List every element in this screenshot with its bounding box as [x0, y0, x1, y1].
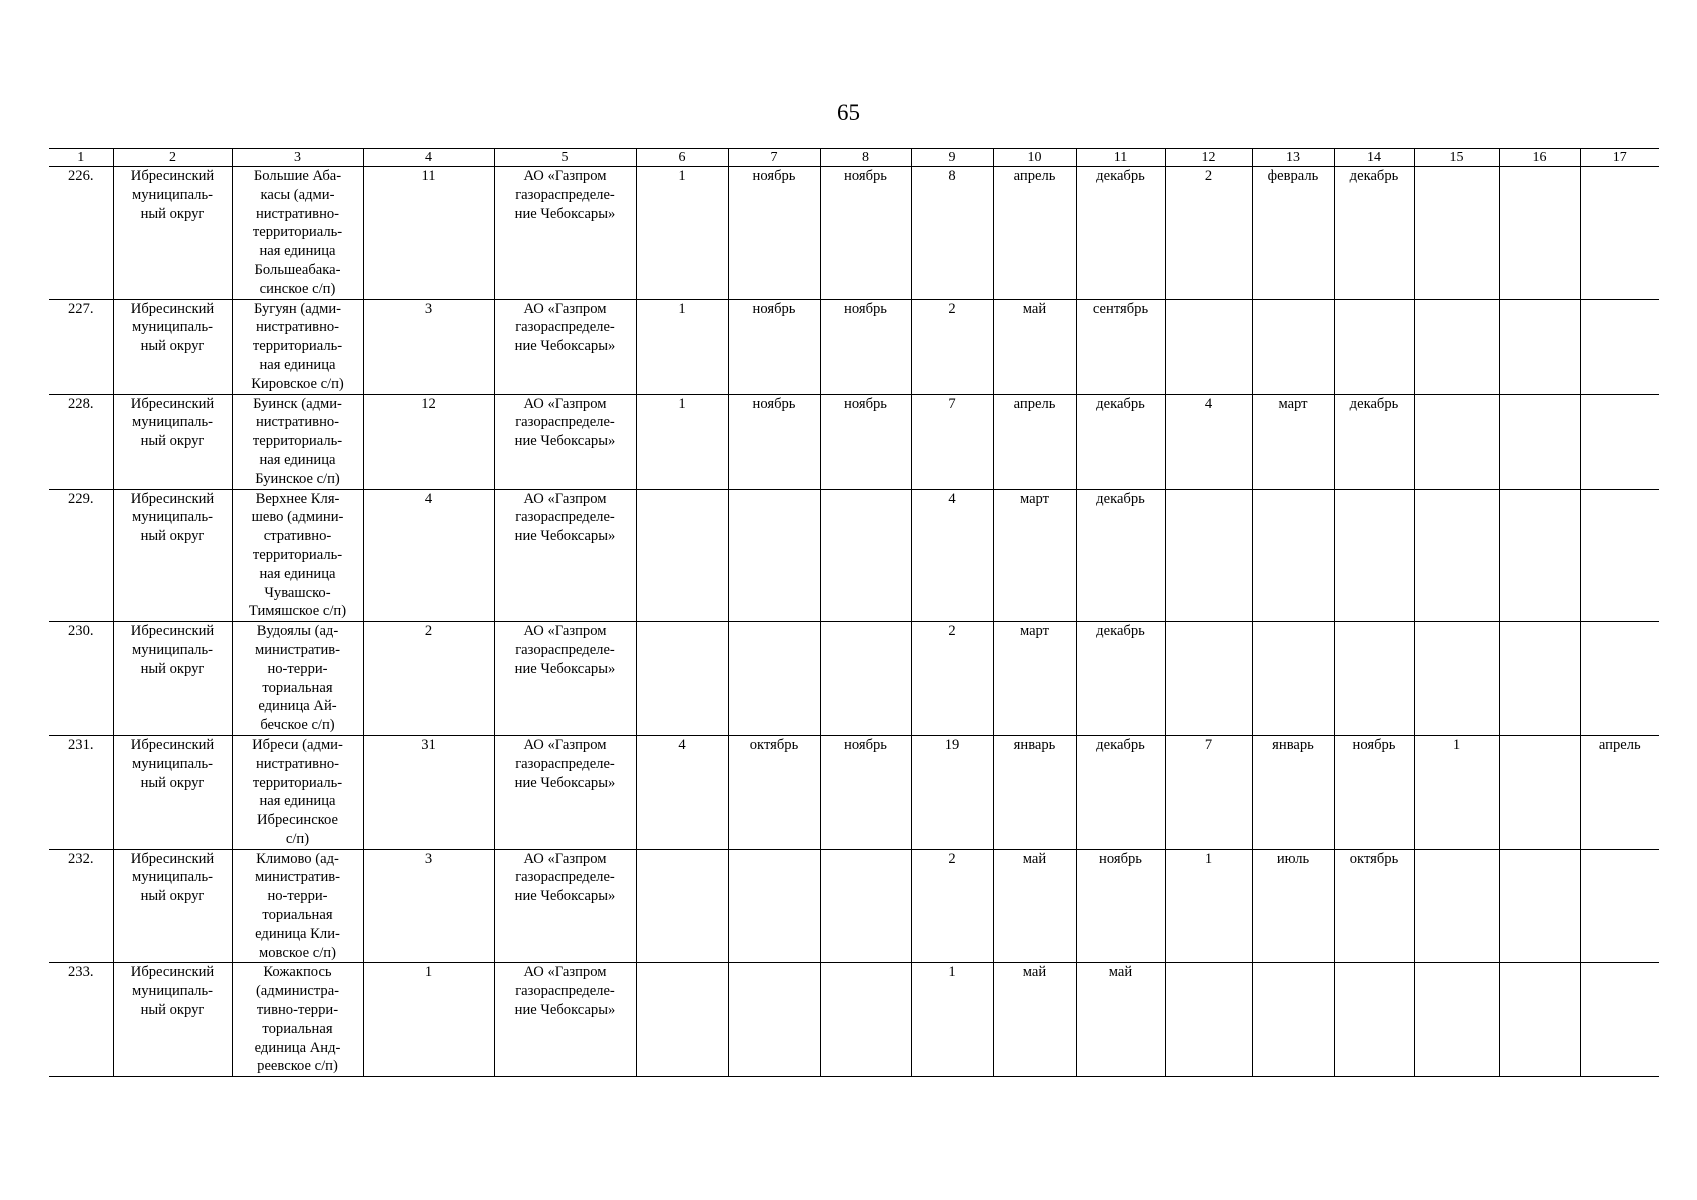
- cell-total: 3: [363, 299, 494, 394]
- cell-c16: [1499, 394, 1580, 489]
- table-row: [49, 299, 1659, 394]
- column-header-10: 10: [993, 149, 1076, 167]
- organization-cell: [494, 489, 636, 622]
- row-number: 227.: [49, 299, 113, 394]
- settlement-cell-line: территориаль-: [252, 433, 343, 450]
- cell-c12: [1165, 489, 1252, 622]
- cell-c14: октябрь: [1334, 849, 1414, 963]
- organization-cell-line: ние Чебоксары»: [514, 433, 616, 450]
- cell-c14: [1334, 489, 1414, 622]
- cell-c7: ноябрь: [728, 167, 820, 300]
- settlement-cell-line: ная единица: [259, 565, 336, 582]
- cell-c7: ноябрь: [728, 299, 820, 394]
- settlement-cell-line: реевское с/п): [257, 1058, 338, 1075]
- cell-c12: [1165, 299, 1252, 394]
- column-header-6: 6: [636, 149, 728, 167]
- settlement-cell-line: министратив-: [254, 869, 341, 886]
- district-cell-line: муниципаль-: [132, 755, 213, 772]
- cell-c10: май: [993, 963, 1076, 1077]
- organization-cell: [494, 849, 636, 963]
- organization-cell-line: ние Чебоксары»: [514, 1002, 616, 1019]
- district-cell: [113, 299, 232, 394]
- settlement-cell-line: министратив-: [254, 641, 341, 658]
- cell-c13: июль: [1252, 849, 1334, 963]
- table-row: [49, 622, 1659, 736]
- organization-cell-line: АО «Газпром: [523, 850, 607, 867]
- settlement-cell: [232, 622, 363, 736]
- page-number: 65: [837, 100, 860, 125]
- cell-c15: [1414, 963, 1499, 1077]
- settlement-cell-line: Ибреси (адми-: [252, 736, 343, 753]
- cell-c15: [1414, 394, 1499, 489]
- cell-c12: [1165, 963, 1252, 1077]
- organization-cell-line: газораспределе-: [515, 755, 615, 772]
- cell-total: 12: [363, 394, 494, 489]
- cell-c14: [1334, 963, 1414, 1077]
- organization-cell-line: АО «Газпром: [523, 395, 607, 412]
- settlement-cell-line: Буинское с/п): [255, 470, 340, 487]
- district-cell-line: ный округ: [140, 888, 205, 905]
- column-header-3: 3: [232, 149, 363, 167]
- cell-c10: апрель: [993, 394, 1076, 489]
- table-row: [49, 735, 1659, 849]
- cell-c9: 4: [911, 489, 993, 622]
- organization-cell-line: ние Чебоксары»: [514, 338, 616, 355]
- settlement-cell-line: касы (адми-: [260, 186, 335, 203]
- settlement-cell-line: синское с/п): [259, 280, 336, 297]
- data-table: [49, 148, 1659, 1077]
- cell-c7: [728, 849, 820, 963]
- cell-c12: 1: [1165, 849, 1252, 963]
- cell-c12: [1165, 622, 1252, 736]
- cell-c10: апрель: [993, 167, 1076, 300]
- district-cell-line: муниципаль-: [132, 509, 213, 526]
- column-header-1: 1: [49, 149, 113, 167]
- cell-total: 11: [363, 167, 494, 300]
- settlement-cell-line: Тимяшское с/п): [248, 603, 347, 620]
- row-number: 226.: [49, 167, 113, 300]
- cell-c16: [1499, 735, 1580, 849]
- settlement-cell-line: ная единица: [259, 243, 336, 260]
- cell-c8: [820, 622, 911, 736]
- column-header-14: 14: [1334, 149, 1414, 167]
- district-cell: [113, 963, 232, 1077]
- organization-cell: [494, 963, 636, 1077]
- cell-c14: ноябрь: [1334, 735, 1414, 849]
- cell-total: 1: [363, 963, 494, 1077]
- settlement-cell-line: (администра-: [255, 983, 340, 1000]
- cell-c13: [1252, 299, 1334, 394]
- district-cell: [113, 489, 232, 622]
- settlement-cell-line: мовское с/п): [259, 944, 336, 961]
- cell-c9: 19: [911, 735, 993, 849]
- cell-c7: октябрь: [728, 735, 820, 849]
- organization-cell-line: газораспределе-: [515, 869, 615, 886]
- cell-c16: [1499, 167, 1580, 300]
- cell-c9: 2: [911, 849, 993, 963]
- cell-c11: май: [1076, 963, 1165, 1077]
- district-cell: [113, 167, 232, 300]
- cell-c17: [1580, 963, 1659, 1077]
- district-cell-line: ный округ: [140, 1002, 205, 1019]
- cell-c8: ноябрь: [820, 394, 911, 489]
- organization-cell-line: АО «Газпром: [523, 490, 607, 507]
- row-number: 233.: [49, 963, 113, 1077]
- cell-c11: декабрь: [1076, 394, 1165, 489]
- cell-c16: [1499, 299, 1580, 394]
- cell-c13: март: [1252, 394, 1334, 489]
- district-cell-line: Ибресинский: [130, 300, 215, 317]
- cell-c6: [636, 849, 728, 963]
- organization-cell-line: АО «Газпром: [523, 168, 607, 184]
- cell-c17: [1580, 849, 1659, 963]
- table-body: [49, 167, 1659, 1077]
- cell-c9: 1: [911, 963, 993, 1077]
- cell-c8: [820, 489, 911, 622]
- settlement-cell-line: шево (админи-: [251, 509, 344, 526]
- settlement-cell-line: ная единица: [259, 356, 336, 373]
- cell-c10: январь: [993, 735, 1076, 849]
- district-cell-line: Ибресинский: [130, 490, 215, 507]
- column-header-16: 16: [1499, 149, 1580, 167]
- settlement-cell-line: ная единица: [259, 793, 336, 810]
- table-row: [49, 963, 1659, 1077]
- settlement-cell: [232, 394, 363, 489]
- organization-cell-line: ние Чебоксары»: [514, 774, 616, 791]
- settlement-cell-line: стративно-: [263, 528, 332, 545]
- cell-c14: [1334, 299, 1414, 394]
- settlement-cell-line: территориаль-: [252, 774, 343, 791]
- settlement-cell-line: Климово (ад-: [256, 850, 339, 867]
- cell-total: 3: [363, 849, 494, 963]
- organization-cell-line: ние Чебоксары»: [514, 888, 616, 905]
- column-header-15: 15: [1414, 149, 1499, 167]
- district-cell-line: муниципаль-: [132, 319, 213, 336]
- district-cell-line: муниципаль-: [132, 869, 213, 886]
- column-header-5: 5: [494, 149, 636, 167]
- column-header-9: 9: [911, 149, 993, 167]
- district-cell-line: муниципаль-: [132, 186, 213, 203]
- cell-c6: [636, 489, 728, 622]
- cell-c13: [1252, 489, 1334, 622]
- cell-c13: [1252, 622, 1334, 736]
- district-cell: [113, 622, 232, 736]
- cell-c6: [636, 963, 728, 1077]
- district-cell-line: ный округ: [140, 660, 205, 677]
- column-header-13: 13: [1252, 149, 1334, 167]
- settlement-cell-line: Буинск (адми-: [253, 395, 342, 412]
- settlement-cell-line: Кожакпось: [263, 964, 332, 981]
- table-row: [49, 394, 1659, 489]
- cell-c11: декабрь: [1076, 489, 1165, 622]
- settlement-cell-line: Кировское с/п): [251, 375, 344, 392]
- district-cell-line: ный округ: [140, 205, 205, 222]
- table-row: [49, 167, 1659, 300]
- organization-cell: [494, 394, 636, 489]
- cell-c6: 1: [636, 299, 728, 394]
- cell-c16: [1499, 849, 1580, 963]
- organization-cell-line: АО «Газпром: [523, 736, 607, 753]
- row-number: 231.: [49, 735, 113, 849]
- organization-cell-line: ние Чебоксары»: [514, 528, 616, 545]
- district-cell: [113, 849, 232, 963]
- cell-c9: 8: [911, 167, 993, 300]
- settlement-cell: [232, 849, 363, 963]
- settlement-cell-line: нистративно-: [255, 205, 340, 222]
- settlement-cell-line: Большеабака-: [254, 261, 341, 278]
- organization-cell: [494, 299, 636, 394]
- settlement-cell: [232, 489, 363, 622]
- cell-c13: февраль: [1252, 167, 1334, 300]
- district-cell-line: муниципаль-: [132, 641, 213, 658]
- cell-c14: декабрь: [1334, 394, 1414, 489]
- cell-total: 4: [363, 489, 494, 622]
- cell-c9: 2: [911, 622, 993, 736]
- column-header-11: 11: [1076, 149, 1165, 167]
- cell-c12: 4: [1165, 394, 1252, 489]
- cell-c11: ноябрь: [1076, 849, 1165, 963]
- organization-cell-line: ние Чебоксары»: [514, 660, 616, 677]
- cell-total: 31: [363, 735, 494, 849]
- cell-c17: апрель: [1580, 735, 1659, 849]
- settlement-cell-line: но-терри-: [267, 660, 328, 677]
- cell-c6: 4: [636, 735, 728, 849]
- cell-c10: май: [993, 849, 1076, 963]
- settlement-cell-line: Вудоялы (ад-: [256, 623, 339, 640]
- district-cell-line: Ибресинский: [130, 964, 215, 981]
- district-cell-line: ный округ: [140, 433, 205, 450]
- cell-c15: [1414, 299, 1499, 394]
- settlement-cell-line: бечское с/п): [260, 717, 335, 734]
- column-header-12: 12: [1165, 149, 1252, 167]
- organization-cell-line: ние Чебоксары»: [514, 205, 616, 222]
- column-header-2: 2: [113, 149, 232, 167]
- cell-c17: [1580, 622, 1659, 736]
- cell-c10: март: [993, 489, 1076, 622]
- settlement-cell-line: территориаль-: [252, 224, 343, 241]
- cell-c17: [1580, 299, 1659, 394]
- cell-c6: 1: [636, 394, 728, 489]
- district-cell-line: ный округ: [140, 338, 205, 355]
- settlement-cell-line: Верхнее Кля-: [255, 490, 340, 507]
- settlement-cell-line: единица Кли-: [255, 925, 340, 942]
- settlement-cell-line: Ибресинское: [257, 812, 338, 829]
- cell-c15: [1414, 849, 1499, 963]
- table-row: [49, 849, 1659, 963]
- cell-c9: 2: [911, 299, 993, 394]
- table-row: [49, 489, 1659, 622]
- cell-c15: [1414, 489, 1499, 622]
- organization-cell: [494, 167, 636, 300]
- organization-cell-line: газораспределе-: [515, 983, 615, 1000]
- column-header-17: 17: [1580, 149, 1659, 167]
- cell-c14: декабрь: [1334, 167, 1414, 300]
- cell-c9: 7: [911, 394, 993, 489]
- row-number: 228.: [49, 394, 113, 489]
- cell-c11: декабрь: [1076, 735, 1165, 849]
- cell-c6: 1: [636, 167, 728, 300]
- cell-c8: [820, 849, 911, 963]
- cell-c17: [1580, 489, 1659, 622]
- organization-cell-line: газораспределе-: [515, 509, 615, 526]
- settlement-cell-line: нистративно-: [255, 319, 340, 336]
- organization-cell: [494, 622, 636, 736]
- settlement-cell-line: нистративно-: [255, 414, 340, 431]
- cell-c7: [728, 489, 820, 622]
- settlement-cell-line: Большие Аба-: [253, 168, 342, 184]
- cell-c7: [728, 963, 820, 1077]
- district-cell-line: Ибресинский: [130, 168, 215, 184]
- cell-c11: декабрь: [1076, 167, 1165, 300]
- settlement-cell-line: территориаль-: [252, 338, 343, 355]
- settlement-cell-line: нистративно-: [255, 755, 340, 772]
- cell-c14: [1334, 622, 1414, 736]
- organization-cell-line: газораспределе-: [515, 641, 615, 658]
- cell-c7: [728, 622, 820, 736]
- settlement-cell-line: единица Анд-: [254, 1039, 341, 1056]
- district-cell-line: Ибресинский: [130, 736, 215, 753]
- district-cell-line: ный округ: [140, 774, 205, 791]
- district-cell: [113, 394, 232, 489]
- column-header-8: 8: [820, 149, 911, 167]
- district-cell-line: Ибресинский: [130, 395, 215, 412]
- settlement-cell-line: тивно-терри-: [256, 1002, 339, 1019]
- organization-cell-line: газораспределе-: [515, 414, 615, 431]
- cell-c15: [1414, 622, 1499, 736]
- organization-cell-line: газораспределе-: [515, 186, 615, 203]
- cell-c17: [1580, 394, 1659, 489]
- organization-cell-line: газораспределе-: [515, 319, 615, 336]
- settlement-cell-line: Чувашско-: [264, 584, 331, 601]
- cell-c6: [636, 622, 728, 736]
- cell-c15: 1: [1414, 735, 1499, 849]
- cell-c16: [1499, 622, 1580, 736]
- cell-c16: [1499, 963, 1580, 1077]
- settlement-cell-line: с/п): [285, 830, 310, 847]
- settlement-cell: [232, 167, 363, 300]
- row-number: 232.: [49, 849, 113, 963]
- cell-c11: декабрь: [1076, 622, 1165, 736]
- cell-total: 2: [363, 622, 494, 736]
- cell-c8: [820, 963, 911, 1077]
- organization-cell: [494, 735, 636, 849]
- cell-c10: март: [993, 622, 1076, 736]
- settlement-cell-line: ториальная: [262, 679, 333, 696]
- district-cell-line: муниципаль-: [132, 414, 213, 431]
- cell-c16: [1499, 489, 1580, 622]
- district-cell-line: ный округ: [140, 528, 205, 545]
- row-number: 230.: [49, 622, 113, 736]
- settlement-cell: [232, 735, 363, 849]
- row-number: 229.: [49, 489, 113, 622]
- settlement-cell: [232, 299, 363, 394]
- cell-c8: ноябрь: [820, 167, 911, 300]
- cell-c8: ноябрь: [820, 735, 911, 849]
- district-cell-line: Ибресинский: [130, 850, 215, 867]
- cell-c13: [1252, 963, 1334, 1077]
- settlement-cell: [232, 963, 363, 1077]
- settlement-cell-line: но-терри-: [267, 888, 328, 905]
- settlement-cell-line: Бугуян (адми-: [253, 300, 342, 317]
- cell-c12: 7: [1165, 735, 1252, 849]
- organization-cell-line: АО «Газпром: [523, 623, 607, 640]
- organization-cell-line: АО «Газпром: [523, 964, 607, 981]
- settlement-cell-line: территориаль-: [252, 546, 343, 563]
- cell-c10: май: [993, 299, 1076, 394]
- column-header-7: 7: [728, 149, 820, 167]
- cell-c7: ноябрь: [728, 394, 820, 489]
- settlement-cell-line: ториальная: [262, 907, 333, 924]
- cell-c12: 2: [1165, 167, 1252, 300]
- column-header-4: 4: [363, 149, 494, 167]
- cell-c8: ноябрь: [820, 299, 911, 394]
- settlement-cell-line: единица Ай-: [258, 698, 337, 715]
- settlement-cell-line: ториальная: [262, 1020, 333, 1037]
- organization-cell-line: АО «Газпром: [523, 300, 607, 317]
- header-row: [49, 149, 1659, 167]
- district-cell-line: муниципаль-: [132, 983, 213, 1000]
- cell-c11: сентябрь: [1076, 299, 1165, 394]
- cell-c17: [1580, 167, 1659, 300]
- cell-c13: январь: [1252, 735, 1334, 849]
- settlement-cell-line: ная единица: [259, 451, 336, 468]
- cell-c15: [1414, 167, 1499, 300]
- district-cell: [113, 735, 232, 849]
- district-cell-line: Ибресинский: [130, 623, 215, 640]
